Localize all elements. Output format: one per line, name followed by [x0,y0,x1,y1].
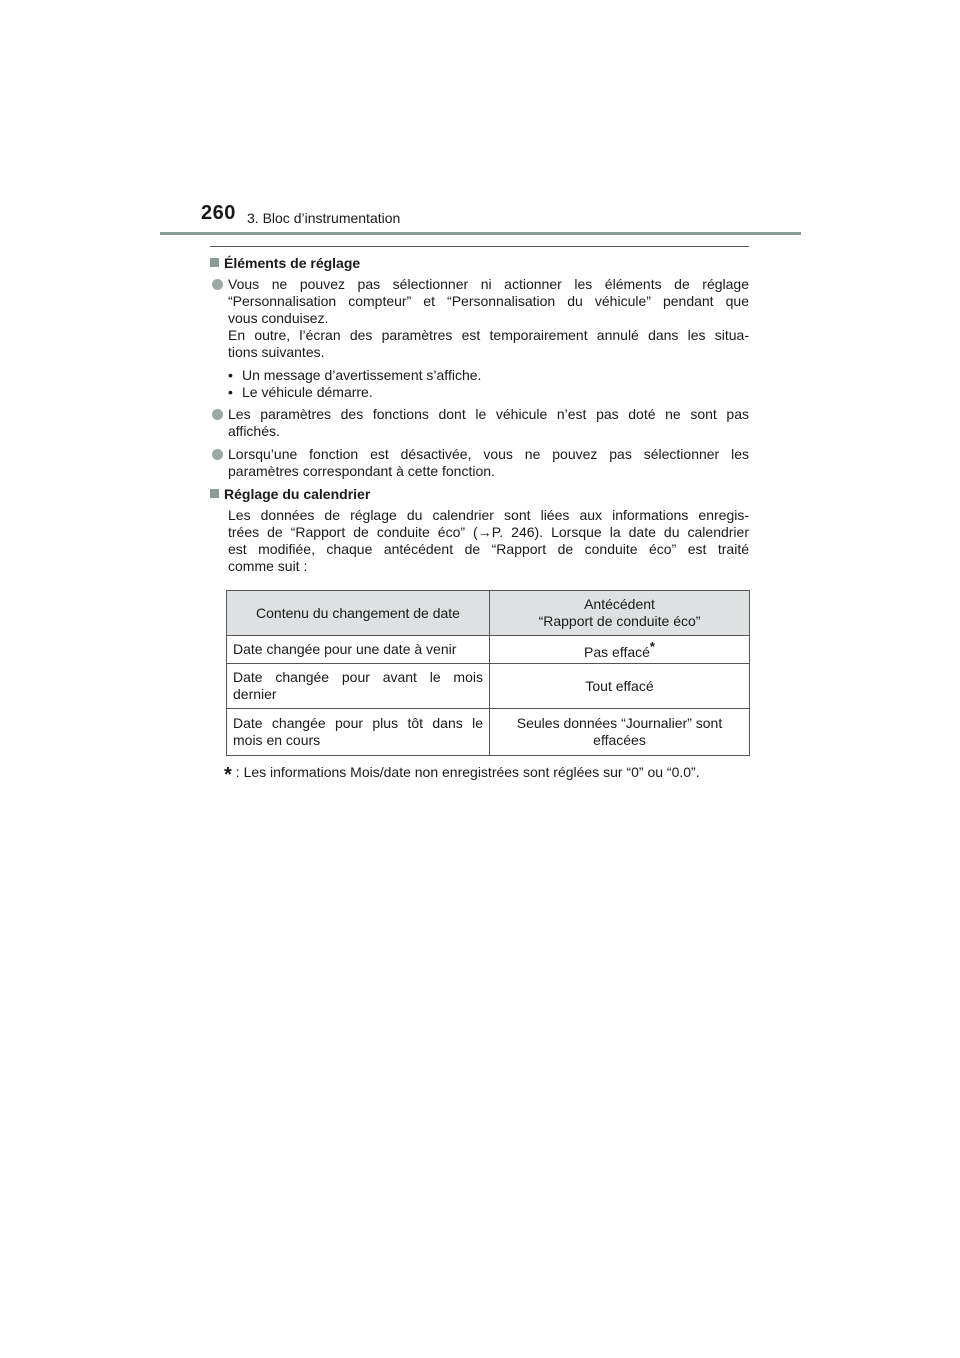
text-line [228,524,749,541]
dot-bullet-icon: • [228,384,233,400]
table-cell-left: Date changée pour une date à venir [227,636,490,664]
circle-bullet-icon [212,449,223,460]
header-line: Antécédent [584,596,655,612]
text-line: est modifiée, chaque antécédent de “Rapport de conduite éco” est traité [228,541,749,557]
page-number: 260 [201,202,236,224]
section-title: 3. Bloc d’instrumentation [247,210,401,226]
text-line: vous conduisez. [228,310,329,326]
table-row [227,636,750,664]
sub-list-item [210,367,749,384]
cell-line: Date changée pour avant le mois [233,669,483,685]
sub-list-item [210,384,749,401]
heading-text: Éléments de réglage [224,255,361,271]
cell-line: effacées [593,732,646,748]
text-line: Vous ne pouvez pas sélectionner ni actionner les éléments de réglage [228,276,749,292]
text-line: Lorsqu’une fonction est désactivée, vous ne pouvez pas sélectionner les [228,446,749,462]
text-line: “Personnalisation compteur” et “Personnalisation du véhicule” pendant que [228,293,749,309]
table-header-left: Contenu du changement de date [227,591,490,636]
footnote-star-icon: * [224,764,232,786]
header-rule [160,232,801,235]
cell-line: Seules données “Journalier” sont [516,715,723,731]
heading-elements-reglage [210,255,749,272]
content-area [210,255,749,575]
paragraph [210,507,749,575]
date-change-table [226,590,750,756]
text-line: Les données de réglage du calendrier sont liées aux informations enregis- [228,507,749,523]
footnote-star-icon: * [649,639,655,654]
cell-text: Pas effacé [584,644,650,660]
text-line: tions suivantes. [228,344,325,360]
header-line: “Rapport de conduite éco” [538,613,701,629]
text-line: paramètres correspondant à cette fonction. [228,463,495,479]
circle-bullet-icon [212,279,223,290]
arrow-right-icon: → [477,524,492,540]
square-bullet-icon [210,258,219,267]
sub-item-text: Le véhicule démarre. [242,384,373,400]
text-line: affichés. [228,423,280,439]
text-line: Les paramètres des fonctions dont le véhicule n’est pas doté ne sont pas [228,406,749,422]
table-cell-left [227,709,490,756]
cell-line: mois en cours [233,732,321,748]
bullet-item [210,276,749,361]
square-bullet-icon [210,489,219,498]
bullet-item [210,446,749,480]
table-cell-right [490,636,750,664]
table-row [227,709,750,756]
heading-reglage-calendrier [210,486,749,503]
circle-bullet-icon [212,409,223,420]
table-cell-right [490,709,750,756]
cell-line: dernier [233,686,277,702]
footnote-text: : Les informations Mois/date non enregistrées sont réglées sur “0” ou “0.0”. [235,764,700,780]
text-line: comme suit : [228,558,308,574]
table-cell-right: Tout effacé [490,664,750,709]
table-cell-left [227,664,490,709]
footnote [224,764,764,784]
table-row [227,664,750,709]
dot-bullet-icon: • [228,367,233,383]
text-line: En outre, l’écran des paramètres est temporairement annulé dans les situa- [228,327,749,343]
bullet-item [210,406,749,440]
heading-text: Réglage du calendrier [224,486,371,502]
table-header-right [490,591,750,636]
sub-item-text: Un message d’avertissement s’affiche. [242,367,482,383]
cell-line: Date changée pour plus tôt dans le [233,715,483,731]
page-reference-link[interactable]: P. 246). Lorsque la date du calendrier [491,524,749,540]
content-rule [210,246,749,247]
text-span: trées de “Rapport de conduite éco” ( [228,524,478,540]
table-header-row [227,591,750,636]
